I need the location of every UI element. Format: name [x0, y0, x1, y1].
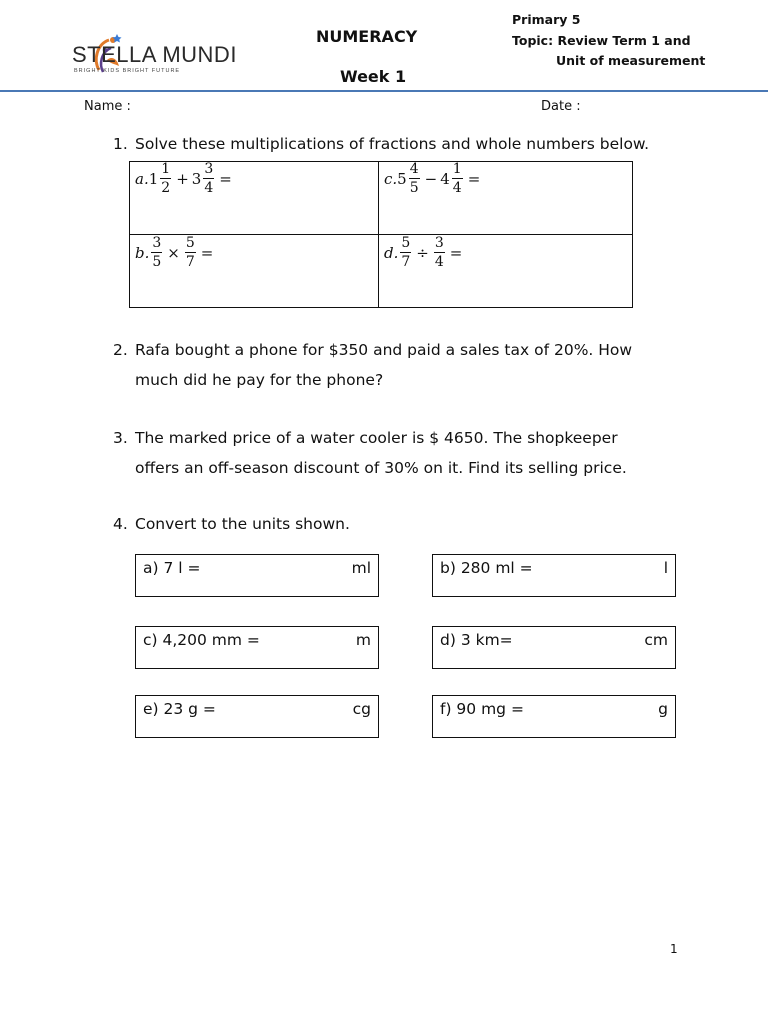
question-text: much did he pay for the phone?: [135, 370, 384, 389]
question-text: Solve these multiplications of fractions and whole numbers below.: [135, 135, 650, 153]
grade-label: Primary 5: [512, 12, 581, 27]
question-number: 3.: [113, 429, 128, 447]
date-label: Date :: [541, 99, 581, 114]
name-label: Name :: [84, 99, 131, 114]
page-number: 1: [670, 942, 678, 956]
fraction-item-d: d. $\frac{5}{7}$ ÷ $\frac{3}{4}$ =: [384, 235, 463, 270]
logo-text: STELLA MUNDI: [72, 42, 237, 67]
question-3: [113, 424, 627, 483]
fraction-item-b: b. $\frac{3}{5}$ × $\frac{5}{7}$ =: [135, 235, 214, 270]
logo-tagline: BRIGHT KIDS BRIGHT FUTURE: [74, 68, 181, 74]
question-number: 4.: [113, 515, 128, 533]
conversion-box-e[interactable]: e) 23 g = cg: [135, 695, 379, 738]
conversion-box-a[interactable]: a) 7 l = ml: [135, 554, 379, 597]
table-divider: [129, 234, 633, 235]
worksheet-week: Week 1: [340, 67, 407, 86]
question-text: offers an off-season discount of 30% on it. Find its selling price.: [135, 458, 627, 477]
question-2: [113, 336, 632, 395]
question-text: The marked price of a water cooler is $ 4650. The shopkeeper: [135, 429, 618, 447]
worksheet-title: NUMERACY: [316, 27, 418, 46]
question-1: [113, 130, 649, 160]
conversion-box-f[interactable]: f) 90 mg = g: [432, 695, 676, 738]
question-number: 2.: [113, 341, 128, 359]
topic-line-2: Unit of measurement: [556, 53, 706, 68]
question-text: Rafa bought a phone for $350 and paid a sales tax of 20%. How: [135, 341, 633, 359]
topic-line-1: Topic: Review Term 1 and: [512, 33, 691, 48]
fraction-item-a: a. 1 $\frac{1}{2}$ + 3 $\frac{3}{4}$ =: [135, 161, 232, 196]
fraction-item-c: c. 5 $\frac{4}{5}$ − 4 $\frac{1}{4}$ =: [384, 161, 481, 196]
conversion-box-d[interactable]: d) 3 km= cm: [432, 626, 676, 669]
header-divider: [0, 90, 768, 92]
conversion-box-b[interactable]: b) 280 ml = l: [432, 554, 676, 597]
conversion-box-c[interactable]: c) 4,200 mm = m: [135, 626, 379, 669]
question-4: [113, 510, 350, 540]
question-text: Convert to the units shown.: [135, 515, 350, 533]
question-number: 1.: [113, 135, 128, 153]
